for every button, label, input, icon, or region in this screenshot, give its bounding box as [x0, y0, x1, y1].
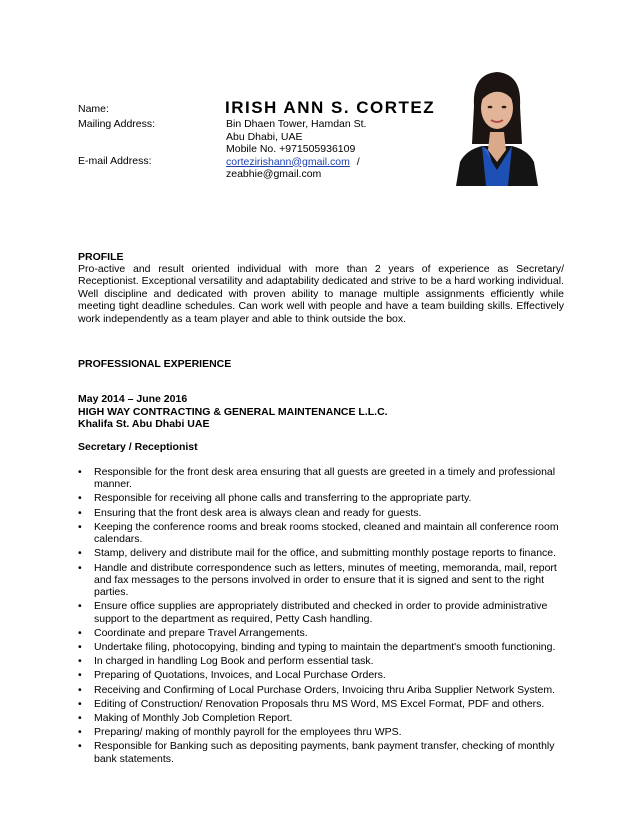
duty-item: • Handle and distribute correspondence such as letters, minutes of meeting, memoranda, mail, report and fax messages to the persons involved in order to ensure that it is signed and sent to the right parties.: [78, 561, 557, 599]
name-label: Name:: [78, 103, 109, 115]
bullet-icon: •: [78, 711, 82, 724]
duty-item: • Coordinate and prepare Travel Arrangements.: [78, 626, 308, 639]
bullet-icon: •: [78, 561, 82, 574]
bullet-icon: •: [78, 683, 82, 696]
bullet-icon: •: [78, 466, 82, 478]
bullet-icon: •: [78, 726, 82, 739]
email-label: E-mail Address:: [78, 155, 152, 167]
bullet-icon: •: [78, 547, 82, 560]
bullet-icon: •: [78, 697, 82, 710]
job-dates: May 2014 – June 2016: [78, 393, 188, 405]
email-line-1: [226, 156, 366, 169]
address-line-1: Bin Dhaen Tower, Hamdan St.: [226, 118, 367, 130]
duty-item: • Receiving and Confirming of Local Purchase Orders, Invoicing thru Ariba Supplier Network System.: [78, 683, 556, 696]
duty-item: • Undertake filing, photocopying, binding and typing to maintain the department's smooth functioning.: [78, 640, 556, 653]
applicant-name: IRISH ANN S. CORTEZ: [225, 98, 436, 117]
experience-heading: PROFESSIONAL EXPERIENCE: [78, 358, 232, 370]
duty-item: • Responsible for Banking such as depositing payments, bank payment transfer, checking of monthly bank statements.: [78, 740, 555, 765]
duty-item: • Stamp, delivery and distribute mail for the office, and submitting monthly postage reports to finance.: [78, 547, 557, 560]
bullet-icon: •: [78, 740, 82, 753]
email-secondary: zeabhie@gmail.com: [226, 168, 322, 180]
email-link[interactable]: cortezirishann@gmail.com: [226, 155, 350, 168]
duty-item: • Editing of Construction/ Renovation Proposals thru MS Word, MS Excel Format, PDF and others.: [78, 697, 545, 710]
duty-item: • Responsible for receiving all phone calls and transferring to the appropriate party.: [78, 492, 472, 505]
job-position: Secretary / Receptionist: [78, 441, 198, 453]
mobile-number: Mobile No. +971505936109: [226, 143, 356, 155]
bullet-icon: •: [78, 520, 82, 533]
duty-item: • Responsible for the front desk area ensuring that all guests are greeted in a timely and professional manner.: [78, 466, 556, 491]
duty-item: • Preparing/ making of monthly payroll for the employees thru WPS.: [78, 726, 402, 739]
bullet-icon: •: [78, 492, 82, 505]
bullet-icon: •: [78, 640, 82, 653]
duty-item: • Ensuring that the front desk area is always clean and ready for guests.: [78, 506, 422, 519]
duties-list: [78, 466, 564, 767]
company-name: HIGH WAY CONTRACTING & GENERAL MAINTENANCE L.L.C.: [78, 405, 388, 418]
mailing-address: [226, 118, 366, 181]
bullet-icon: •: [78, 669, 82, 682]
duty-item: • Keeping the conference rooms and break rooms stocked, cleaned and maintain all conference room calendars.: [78, 520, 559, 546]
mailing-address-label: Mailing Address:: [78, 118, 156, 130]
profile-text: Pro-active and result oriented individual with more than 2 years of experience as Secretary/ Receptionist. Exceptional versatility and adaptability dedicated and strive to be a hard working individual. Well discipline and dedicated with proven ability to manage multiple assignments efficiently while meeting tight deadline schedules. Can work well with people and have a team building skills. Effectively work independently as a team player and able to think outside the box.: [78, 263, 564, 325]
bullet-icon: •: [78, 626, 82, 639]
portrait-illustration: [452, 66, 542, 186]
duty-item: • Preparing of Quotations, Invoices, and Local Purchase Orders.: [78, 669, 386, 682]
address-line-2: Abu Dhabi, UAE: [226, 130, 303, 143]
bullet-icon: •: [78, 655, 82, 668]
duty-item: • Making of Monthly Job Completion Report.: [78, 711, 293, 724]
profile-photo: [452, 66, 542, 186]
job-header: [78, 393, 388, 431]
duty-item: • Ensure office supplies are appropriately distributed and checked in order to provide administrative support to the department as required, Petty Cash handling.: [78, 600, 548, 625]
duty-item: • In charged in handling Log Book and perform essential task.: [78, 655, 374, 668]
email-separator: /: [356, 155, 360, 168]
bullet-icon: •: [78, 506, 82, 519]
profile-heading: PROFILE: [78, 251, 124, 263]
company-location: Khalifa St. Abu Dhabi UAE: [78, 418, 210, 430]
bullet-icon: •: [78, 600, 82, 613]
